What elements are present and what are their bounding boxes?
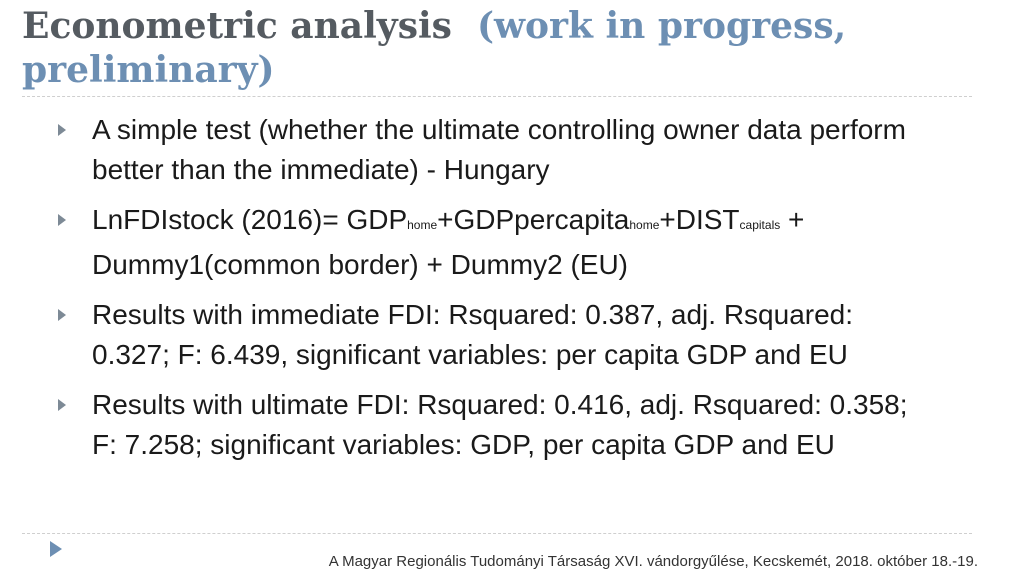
bullet-text: Results with immediate FDI: Rsquared: 0.387, adj. Rsquared: 0.327; F: 6.439, significant variables: per capita GDP and EU (92, 299, 854, 370)
formula-part: LnFDIstock (2016)= GDP (92, 204, 408, 235)
footer-divider (22, 533, 972, 534)
bullet-item (58, 295, 938, 375)
slide-title (22, 4, 982, 92)
bullet-item (58, 110, 938, 190)
formula-subscript: capitals (739, 218, 781, 232)
bullet-text: Results with ultimate FDI: Rsquared: 0.416, adj. Rsquared: 0.358; F: 7.258; significant variables: GDP, per capita GDP and EU (92, 389, 908, 460)
formula-subscript: home (629, 218, 660, 232)
formula-part: +GDPpercapita (437, 204, 630, 235)
bullet-text: A simple test (whether the ultimate controlling owner data perform better than the immediate) - Hungary (92, 114, 906, 185)
bullet-list (58, 110, 938, 475)
bullet-triangle-icon (58, 124, 66, 136)
formula-part: +DIST (659, 204, 740, 235)
bullet-triangle-icon (58, 309, 66, 321)
slide-title-subtitle: (work in progress, preliminary) (22, 5, 847, 91)
bullet-item (58, 385, 938, 465)
title-divider (22, 96, 972, 97)
formula-subscript: home (407, 218, 438, 232)
slide-title-main: Econometric analysis (22, 5, 452, 47)
formula-part: + Dummy1(common border) + Dummy2 (EU) (92, 204, 805, 280)
footer-text: A Magyar Regionális Tudományi Társaság XVI. vándorgyűlése, Kecskemét, 2018. október 18.-19. (328, 553, 978, 570)
bullet-triangle-icon (58, 214, 66, 226)
bullet-item-formula (58, 200, 938, 285)
play-arrow-icon (50, 541, 62, 557)
bullet-triangle-icon (58, 399, 66, 411)
